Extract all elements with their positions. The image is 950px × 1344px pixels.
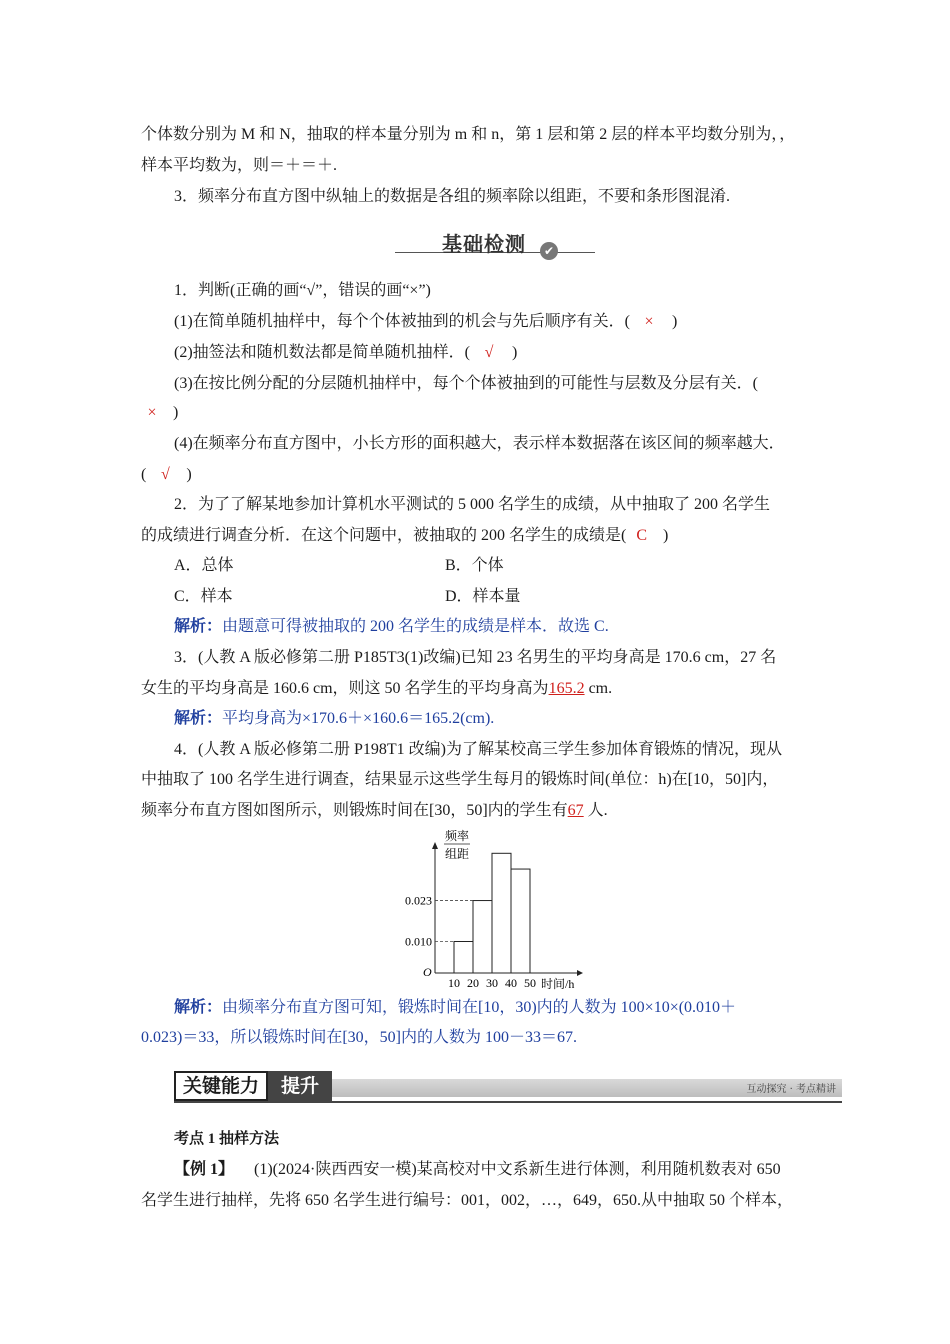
q4-analysis-line-2: 0.023)＝33，所以锻炼时间在[30，50]内的人数为 100－33＝67. [141, 1029, 577, 1046]
q4-analysis-text-1: 由频率分布直方图可知，锻炼时间在[10，30)内的人数为 100×10×(0.010＋ [222, 999, 737, 1016]
q1-s1-close: ) [672, 313, 678, 330]
example-line-1 [174, 1160, 781, 1180]
q4-answer: 67 [567, 802, 584, 819]
q1-statement-1 [174, 312, 677, 332]
section-subtitle: 互动探究 · 考点精讲 [746, 1084, 836, 1095]
section-underline [174, 1101, 842, 1103]
q2-option-d: D．样本量 [445, 588, 521, 605]
q1-s4-mark: √ [160, 466, 170, 483]
intro-line-2: 样本平均数为，则＝＋＝＋. [141, 157, 338, 174]
q2-analysis-label: 解析： [174, 618, 223, 635]
x-tick-label: 30 [486, 976, 498, 990]
histogram-bar [473, 901, 492, 973]
q4-line-2: 中抽取了 100 名学生进行调查，结果显示这些学生每月的锻炼时间(单位：h)在[10，50]内， [141, 771, 779, 788]
q1-s1-mark: × [644, 313, 654, 330]
basic-test-banner [395, 226, 595, 256]
example-text-1: (1)(2024·陕西西安一模)某高校对中文系新生进行体测，利用随机数表对 650 [254, 1161, 781, 1178]
q1-stem: 1．判断(正确的画“√”，错误的画“×”) [174, 282, 431, 299]
q2-line-2 [141, 526, 668, 546]
q1-s2-text: (2)抽签法和随机数法都是简单随机抽样．( [174, 344, 470, 361]
banner-title: 基础检测 [442, 232, 526, 256]
q3-analysis-text: 平均身高为×170.6＋×160.6＝165.2(cm). [222, 710, 495, 727]
q2-option-b: B．个体 [445, 557, 504, 574]
y-tick-label: 0.010 [405, 934, 432, 949]
key-ability-section-header [174, 1071, 842, 1105]
y-axis-arrow [432, 842, 438, 849]
y-axis-label-top: 频率 [445, 829, 470, 843]
section-title: 关键能力 [174, 1071, 268, 1101]
q4-line-3 [141, 801, 608, 821]
q3-line-1: 3．(人教 A 版必修第二册 P185T3(1)改编)已知 23 名男生的平均身高是 170.6 cm，27 名 [174, 649, 777, 666]
example-line-2: 名学生进行抽样，先将 650 名学生进行编号：001，002，…，649，650.从中抽取 50 个样本， [141, 1192, 794, 1209]
q1-s4-open: ( [141, 466, 147, 483]
y-axis-label-bottom: 组距 [445, 847, 470, 861]
q3-analysis [174, 709, 494, 729]
x-axis-arrow [577, 970, 583, 976]
q2-answer: C [636, 527, 648, 544]
q1-s2-close: ) [512, 344, 518, 361]
check-icon: ✔ [540, 242, 558, 260]
q4-line-1: 4．(人教 A 版必修第二册 P198T1 改编)为了解某校高三学生参加体育锻炼的情况，现从 [174, 741, 783, 758]
x-tick-label: 20 [467, 976, 479, 990]
q2-analysis-text: 由题意可得被抽取的 200 名学生的成绩是样本．故选 C. [222, 618, 609, 635]
section-title-highlight: 提升 [268, 1071, 332, 1101]
x-tick-label: 50 [524, 976, 536, 990]
q3-line-2 [141, 679, 612, 699]
q1-s1-text: (1)在简单随机抽样中，每个个体被抽到的机会与先后顺序有关．( [174, 313, 630, 330]
q3-analysis-label: 解析： [174, 710, 223, 727]
q2-stem-text: 的成绩进行调查分析．在这个问题中，被抽取的 200 名学生的成绩是( [141, 527, 627, 544]
q4-stem-text: 频率分布直方图如图所示，则锻炼时间在[30，50]内的学生有 [141, 802, 568, 819]
frequency-histogram [395, 825, 595, 990]
histogram-bar [492, 853, 511, 973]
q2-close: ) [663, 527, 669, 544]
q1-statement-2 [174, 343, 517, 363]
q2-analysis [174, 617, 609, 637]
q4-analysis-line-1 [174, 998, 736, 1018]
q3-unit: cm. [584, 680, 613, 697]
q3-answer: 165.2 [548, 680, 585, 697]
q1-s4-close: ) [186, 466, 192, 483]
q1-statement-3-answer [141, 403, 178, 423]
topic-heading: 考点 1 抽样方法 [174, 1131, 280, 1147]
q1-s2-mark: √ [484, 344, 494, 361]
origin-label: O [423, 965, 432, 979]
x-tick-label: 10 [448, 976, 460, 990]
q1-statement-3: (3)在按比例分配的分层随机抽样中，每个个体被抽到的可能性与层数及分层有关．( [174, 375, 758, 392]
q1-statement-4-answer [141, 465, 192, 485]
q1-s3-mark: × [147, 404, 157, 421]
q3-stem-text: 女生的平均身高是 160.6 cm，则这 50 名学生的平均身高为 [141, 680, 549, 697]
q1-statement-4: (4)在频率分布直方图中，小长方形的面积越大，表示样本数据落在该区间的频率越大． [174, 435, 785, 452]
x-tick-label: 40 [505, 976, 517, 990]
x-axis-label: 时间/h [541, 977, 575, 990]
q1-s3-close: ) [173, 404, 179, 421]
intro-line-3: 3．频率分布直方图中纵轴上的数据是各组的频率除以组距，不要和条形图混淆. [174, 188, 731, 205]
q2-line-1: 2．为了了解某地参加计算机水平测试的 5 000 名学生的成绩，从中抽取了 200 名学生 [174, 496, 771, 513]
intro-line-1: 个体数分别为 M 和 N，抽取的样本量分别为 m 和 n，第 1 层和第 2 层的样本平均数分别为，， [141, 126, 796, 143]
histogram-bar [454, 942, 473, 974]
q2-option-c: C．样本 [174, 588, 233, 605]
example-label: 【例 1】 [174, 1161, 235, 1178]
y-tick-label: 0.023 [405, 893, 432, 908]
q4-unit: 人. [587, 802, 608, 819]
histogram-bar [511, 869, 530, 973]
q2-option-a: A．总体 [174, 557, 234, 574]
q4-analysis-label: 解析： [174, 999, 223, 1016]
